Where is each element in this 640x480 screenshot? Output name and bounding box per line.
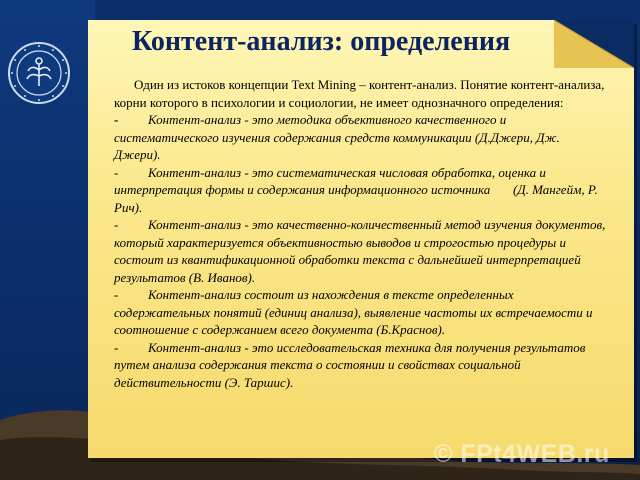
definition-text: Контент-анализ состоит из нахождения в тексте определенных содержательных понятий (единиц анализа), выявление частоты их встречаемости и соотношение с содержанием всего документа (Б.Краснов). — [114, 287, 593, 337]
definition-item — [114, 164, 606, 217]
site-watermark: © FPt4WEB.ru — [434, 440, 610, 468]
list-dash: - — [114, 217, 119, 232]
definition-text: Контент-анализ - это систематическая числовая обработка, оценка и интерпретация формы и содержания информационного источника (Д. Мангейм, Р. Рич). — [114, 164, 602, 215]
definition-text: Контент-анализ - это исследовательская техника для получения результатов путем анализа содержания текста о состоянии и свойствах социальной действительности (Э. Таршис). — [114, 339, 586, 390]
slide-title: Контент-анализ: определения — [132, 26, 511, 57]
definition-text: Контент-анализ - это методика объективного качественного и систематического изучения содержания средств коммуникации (Д.Джери, Дж. Джери). — [114, 112, 560, 162]
list-dash: - — [114, 339, 119, 355]
list-dash: - — [114, 287, 119, 302]
definition-item — [114, 111, 606, 164]
definition-item — [114, 339, 606, 392]
list-dash: - — [114, 164, 119, 180]
definition-text: Контент-анализ - это качественно-количественный метод изучения документов, который характеризуется объективностью выводов и строгостью процедуры и состоит из квантификационной обработки текста с дальнейшей интерпретацией результатов (В. Иванов). — [114, 217, 606, 285]
definition-item — [114, 216, 606, 286]
intro-paragraph: Один из истоков концепции Text Mining – контент-анализ. Понятие контент-анализа, корни которого в психологии и социологии, не имеет однозначного определения: — [114, 77, 605, 110]
list-dash: - — [114, 112, 119, 127]
definition-item — [114, 286, 606, 339]
slide-body — [114, 76, 606, 391]
university-seal-icon — [6, 40, 72, 106]
